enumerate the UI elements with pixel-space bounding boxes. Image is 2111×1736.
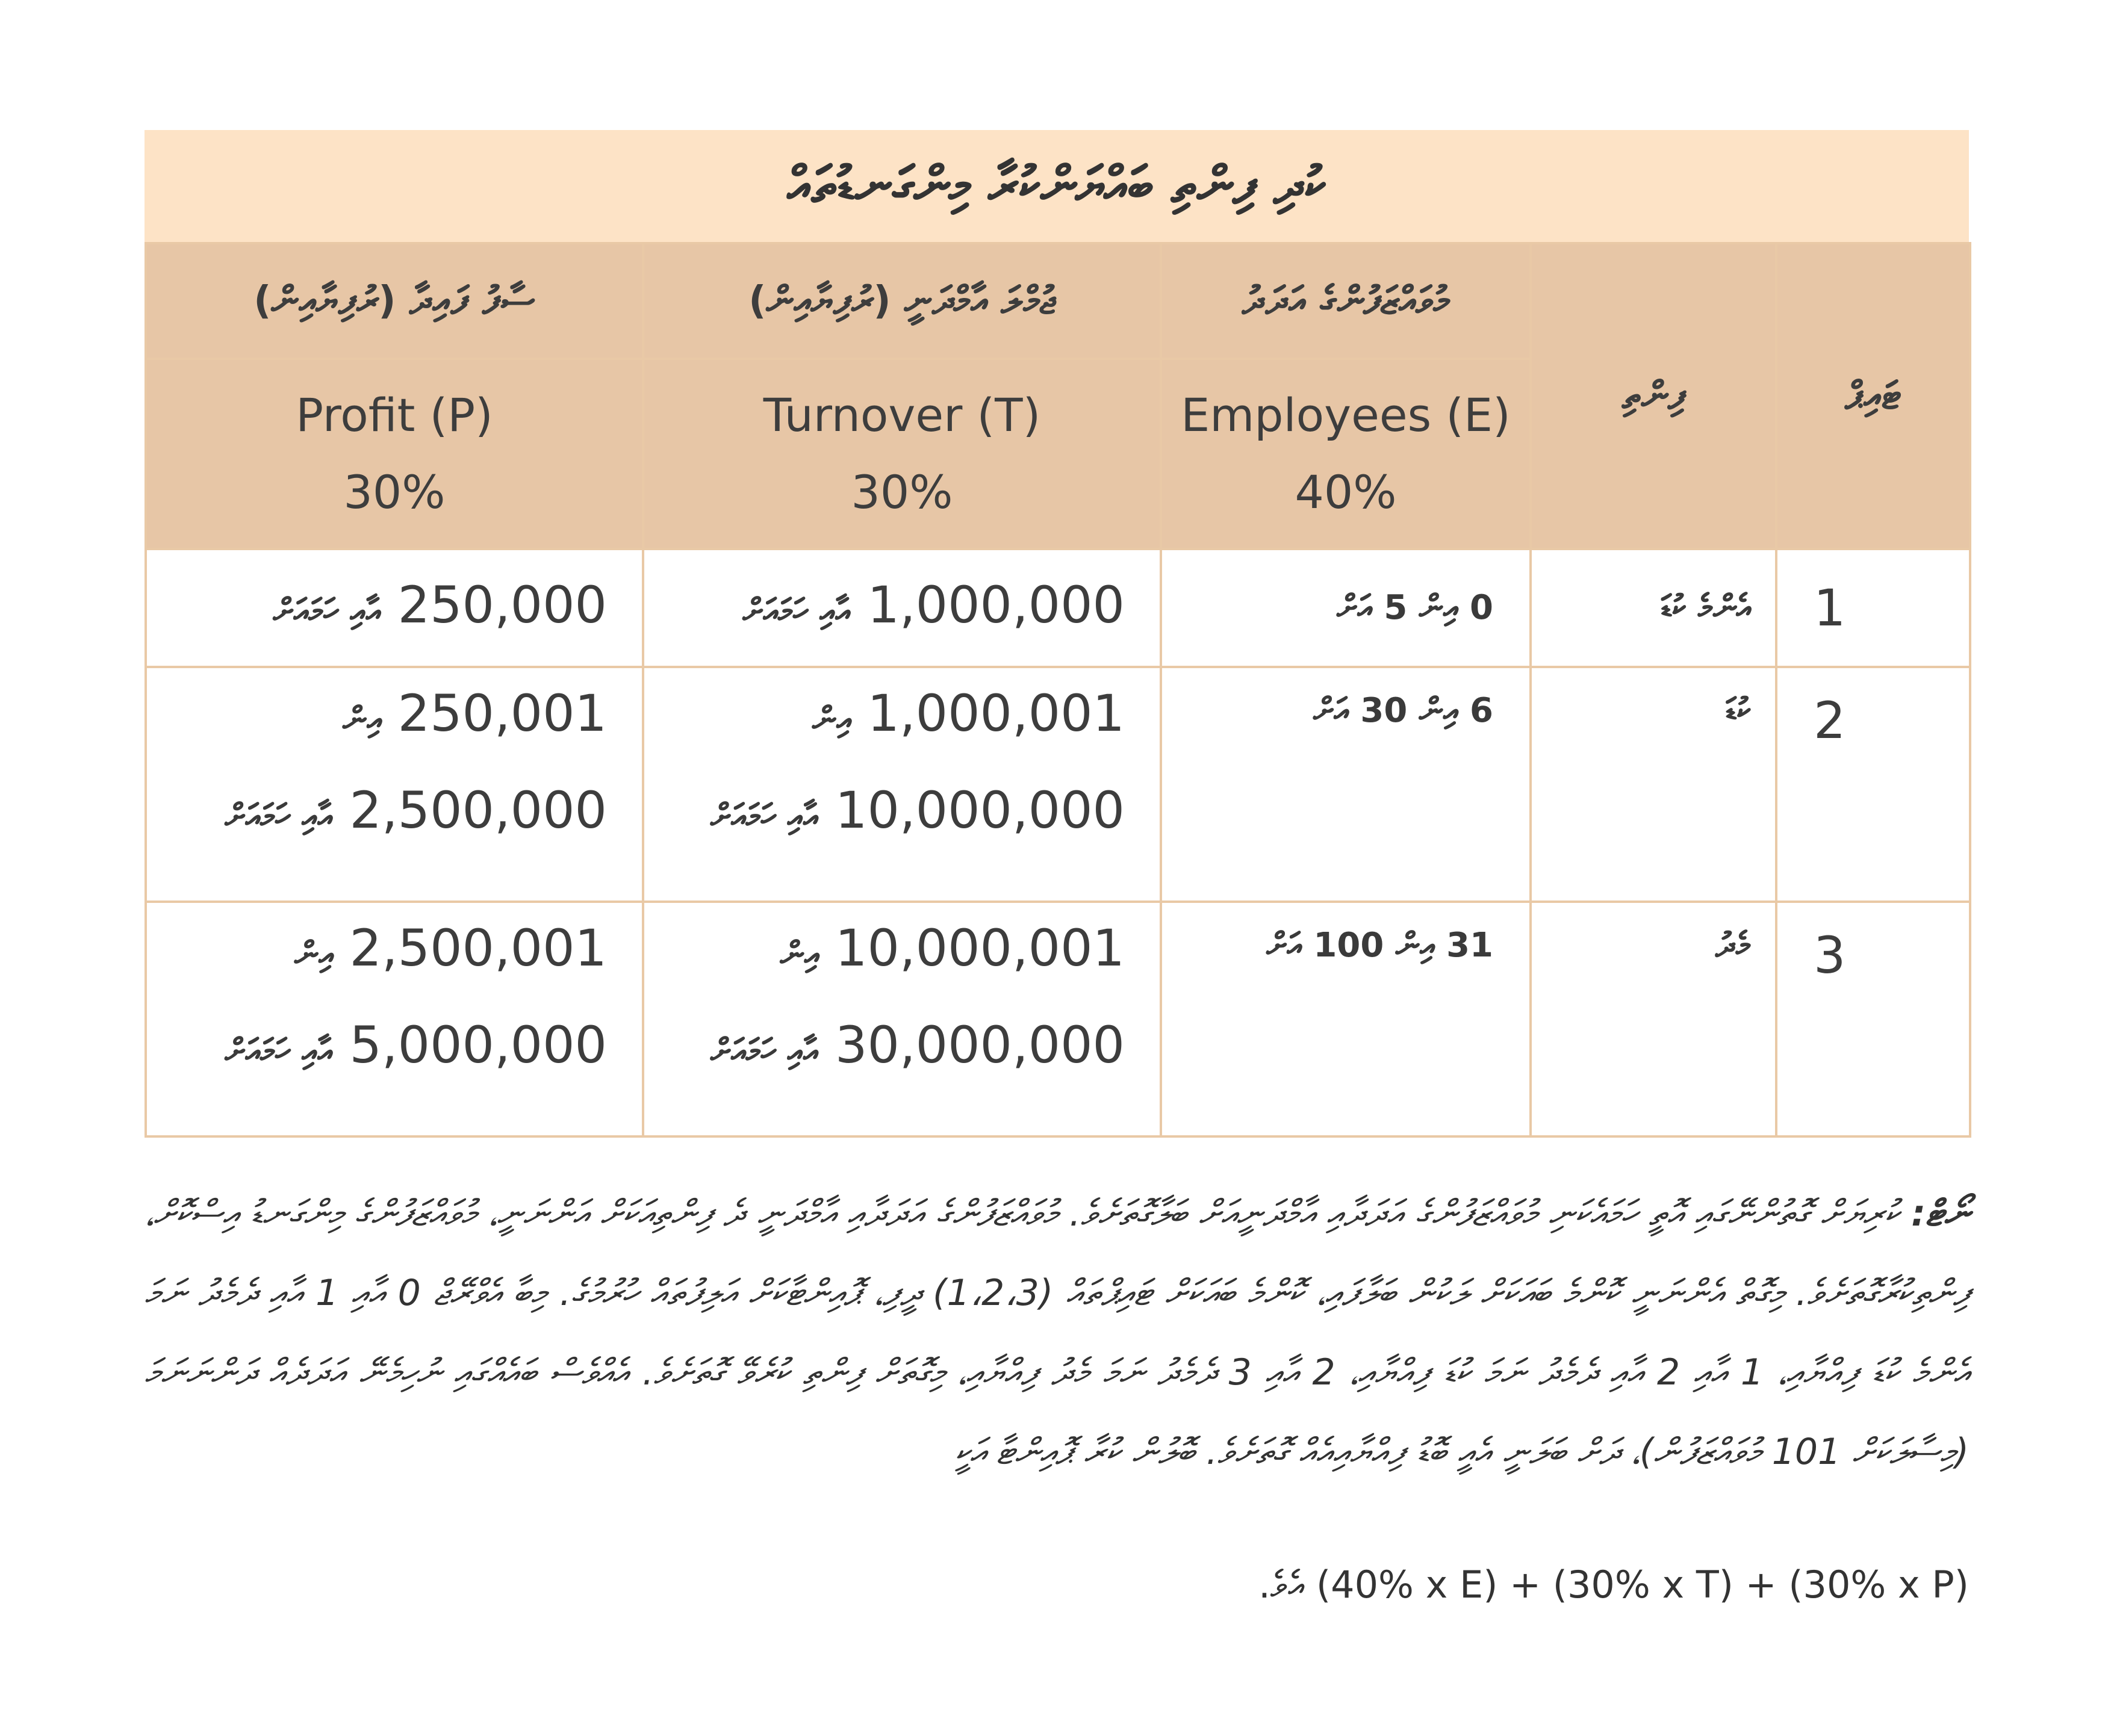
profit-value: 2,500,001 — [349, 919, 607, 978]
profit-word: އާއި ހަމައަށް — [225, 797, 334, 836]
turnover-line — [644, 560, 1125, 657]
profit-value: 250,001 — [397, 684, 607, 743]
row-turnover — [643, 667, 1161, 902]
row-profit — [146, 549, 643, 667]
table-row — [146, 902, 1970, 1136]
header-profit-en — [146, 359, 643, 549]
employees-weight: 40% — [1295, 465, 1397, 519]
profit-line — [147, 903, 607, 1000]
profit-value: 5,000,000 — [349, 1015, 607, 1074]
turnover-word: އާއި ހަމައަށް — [710, 1032, 819, 1071]
row-turnover — [643, 902, 1161, 1136]
turnover-line — [644, 1000, 1125, 1097]
turnover-value: 1,000,001 — [867, 684, 1125, 743]
header-turnover-en — [643, 359, 1161, 549]
header-turnover-dv: ޖުމްލަ އާމްދަނީ (ރުފިޔާއިން) — [643, 243, 1161, 359]
row-turnover — [643, 549, 1161, 667]
formula-line — [145, 1563, 1969, 1607]
header-category: ފިންތި — [1531, 243, 1776, 549]
row-profit — [146, 667, 643, 902]
row-profit — [146, 902, 643, 1136]
turnover-label: Turnover (T) — [763, 388, 1041, 442]
note-paragraph — [145, 1174, 1969, 1492]
note-lead: ނޯޓް: — [1911, 1192, 1969, 1235]
formula-tail: އެވެ. — [1258, 1563, 1305, 1607]
turnover-value: 10,000,000 — [835, 781, 1125, 840]
table-row — [146, 667, 1970, 902]
profit-weight: 30% — [343, 465, 446, 519]
header-employees-dv: މުވައްޒަފުންގެ އަދަދު — [1161, 243, 1531, 359]
turnover-line — [644, 668, 1125, 765]
header-profit-dv: ސާފު ފައިދާ (ރުފިޔާއިން) — [146, 243, 643, 359]
note-text: ކުރިޔަށް ގޮތުންނޭގައި އޮތީ ހަމައެކަނި މުވައްޒަފުންގެ އަދަދާއި އާމްދަނީއަށް ބަލާގޮތަށެވެ. މުވައްޒަފުންގެ އަދަދާއި އާމްދަނީ ދެ ފިންތިއަކަށް އަންނަނީ، މުވައްޒަފުންގެ މިންގަނޑު އިސްކޮށް، ފިންތިކުރާގޮތަށެވެ. މިގޮތް އެންނަނީ ކޮންމެ ބައަކަށް ލަކުން ބަލާފައި، ކޮންމެ ބައަކަށް ޓައިޕްތައް (1،2،3) ދީފި، ޕޮއިންޓާކަށް އަލިފުތައް ހުރުމުގެ. މިބާ އެވްރޭޖް 0 އާއި 1 އާއި ދެމެދު ނަމަ އެންމެ ކުޑަ ފިއްޔާއި، 1 އާއި 2 އާއި ދެމެދު ނަމަ ކުޑަ ފިއްޔާއި، 2 އާއި 3 ދެމެދު ނަމަ މެދު ފިއްޔާއި، މިގޮތަށް ފިންތި ކުރެވޭ ގޮތަށެވެ. އެއްވެސް ބައެއްގައި ނުހިމެނޭ އަދަދެއް ދަންނަނަމަ (މިސާލަކަށް 101 މުވައްޒަފުން)، ދަށް ބަލަނީ އެއީ ބޮޑު ފިއްޔާއިއެއް ގޮތަށެވެ. ބޮލުން ކުރާ ޕޮއިންޓާ އަކީ — [145, 1192, 1970, 1473]
turnover-word: އާއި ހަމައަށް — [742, 591, 851, 631]
profit-line — [147, 560, 607, 657]
profit-word: އާއި ހަމައަށް — [273, 591, 382, 631]
turnover-word: އާއި ހަމައަށް — [710, 797, 819, 836]
row-category: އެންމެ ކުޑަ — [1531, 549, 1776, 667]
row-serial: 2 — [1776, 667, 1970, 902]
turnover-value: 30,000,000 — [835, 1015, 1125, 1074]
row-employees: 6 އިން 30 އަށް — [1161, 667, 1531, 902]
row-employees: 0 އިން 5 އަށް — [1161, 549, 1531, 667]
formula: (40% x E) + (30% x T) + (30% x P) — [1316, 1563, 1969, 1607]
turnover-word: އިން — [812, 700, 851, 739]
classification-table — [145, 242, 1971, 1138]
turnover-value: 10,000,001 — [835, 919, 1125, 978]
header-serial: ޓައިޕް — [1776, 243, 1970, 549]
profit-line — [147, 765, 607, 862]
profit-word: އިން — [343, 700, 382, 739]
profit-line — [147, 1000, 607, 1097]
profit-label: Profit (P) — [296, 388, 493, 442]
employees-label: Employees (E) — [1181, 388, 1511, 442]
turnover-value: 1,000,000 — [867, 575, 1125, 634]
profit-value: 2,500,000 — [349, 781, 607, 840]
turnover-line — [644, 765, 1125, 862]
row-serial: 1 — [1776, 549, 1970, 667]
table-title: ކުދި ފިންތި ބައްޔަންކުރާ މިންގަނޑުތައް — [145, 130, 1969, 242]
row-employees: 31 އިން 100 އަށް — [1161, 902, 1531, 1136]
row-category: ކުޑަ — [1531, 667, 1776, 902]
row-serial: 3 — [1776, 902, 1970, 1136]
profit-word: އާއި ހަމައަށް — [225, 1032, 334, 1071]
profit-word: އިން — [294, 935, 334, 974]
row-category: މެދު — [1531, 902, 1776, 1136]
profit-value: 250,000 — [397, 575, 607, 634]
turnover-weight: 30% — [851, 465, 953, 519]
table-row — [146, 549, 1970, 667]
turnover-line — [644, 903, 1125, 1000]
profit-line — [147, 668, 607, 765]
turnover-word: އިން — [780, 935, 819, 974]
table-sheet — [145, 130, 1969, 1138]
header-employees-en — [1161, 359, 1531, 549]
